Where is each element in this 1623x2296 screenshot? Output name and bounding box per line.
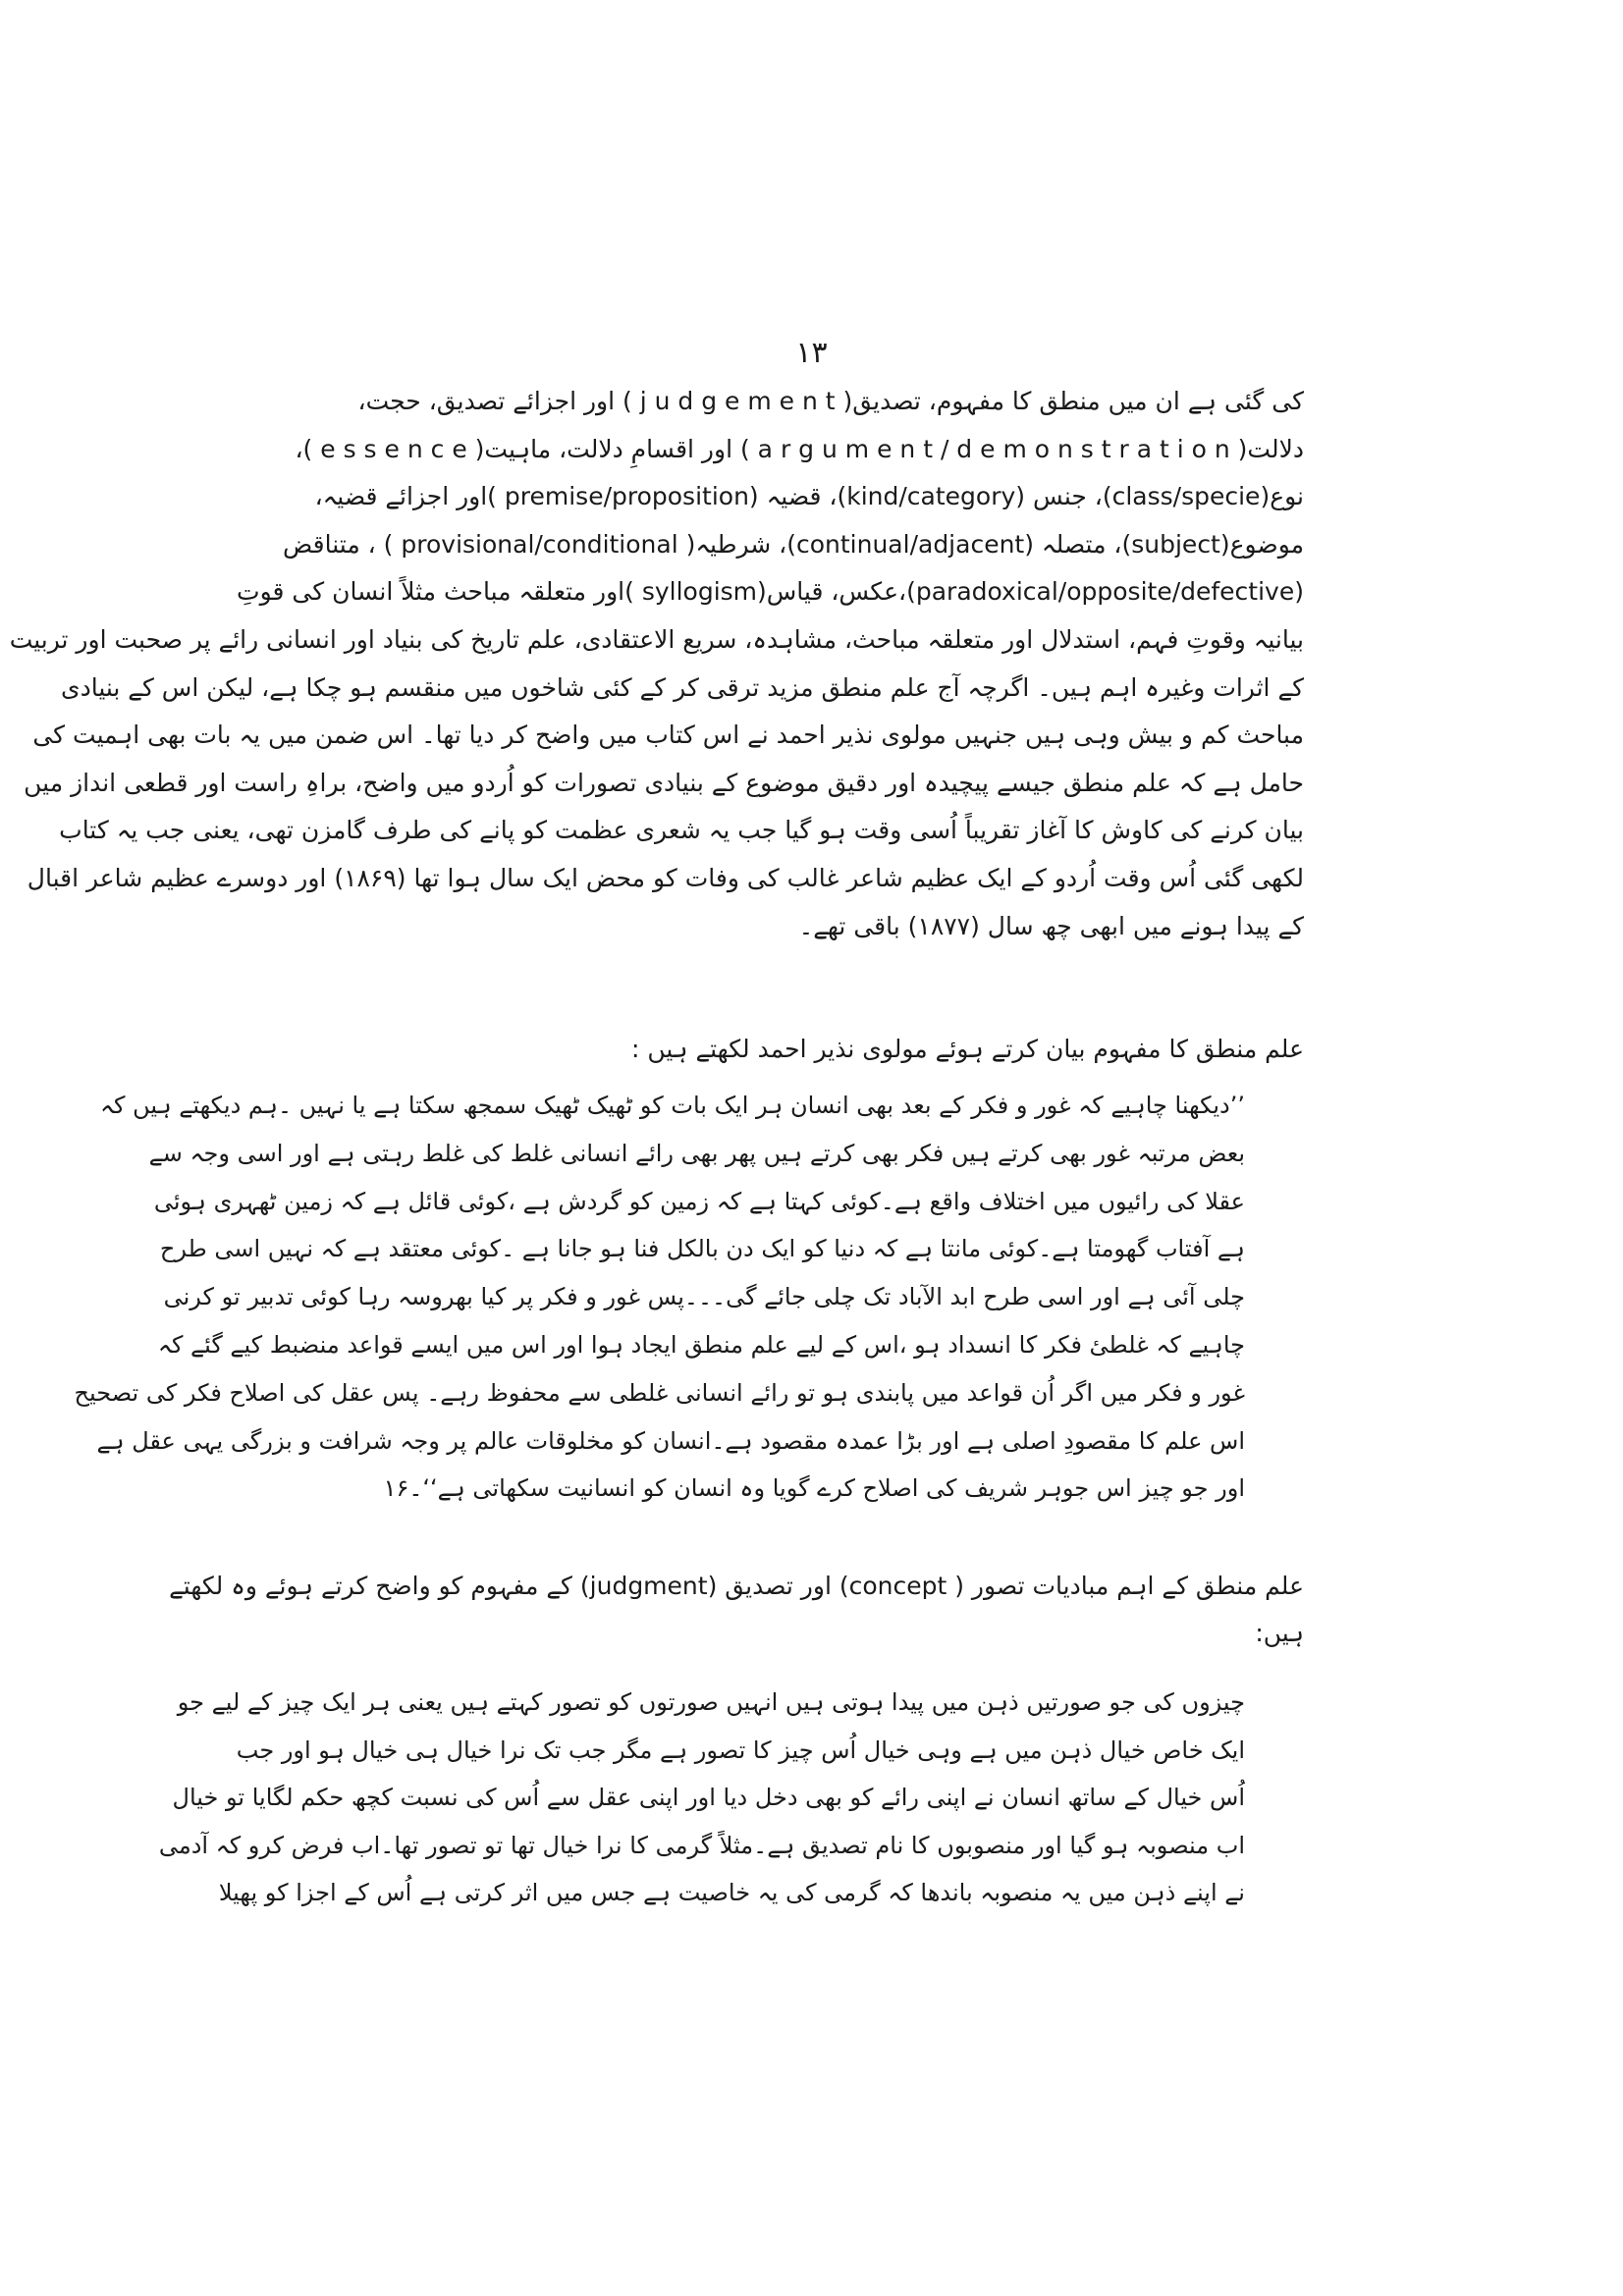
intro-line: علم منطق کے اہم مبادیات تصور ( concept) اور تصدیق (judgment) کے مفہوم کو واضح کرتے ہوئے وہ لکھتے [169,1572,1304,1600]
body-line: نوع(class/specie)، جنس (kind/category)، قضیہ (premise/proposition )اور اجزائے قضیہ، [314,482,1304,511]
body-paragraph [9,378,1304,950]
quote-line: ’’دیکھنا چاہیے کہ غور و فکر کے بعد بھی انسان ہر ایک بات کو ٹھیک ٹھیک سمجھ سکتا ہے یا نہیں ۔ہم دیکھتے ہیں کہ [99,1092,1245,1119]
body-line: کی گئی ہے ان میں منطق کا مفہوم، تصدیق( j u d g e m e n t ) اور اجزائے تصدیق، حجت، [357,387,1304,415]
page-number: ۱۳ [795,336,828,370]
quote-intro-1 [312,1026,1304,1073]
quote-line: اس علم کا مقصودِ اصلی ہے اور بڑا عمدہ مقصود ہے۔انسان کو مخلوقات عالم پر وجہ شرافت و بزرگی یہی عقل ہے [96,1426,1245,1455]
block-quote-1 [74,1082,1245,1513]
body-line: کے اثرات وغیرہ اہم ہیں۔ اگرچہ آج علم منطق مزید ترقی کر کے کئی شاخوں میں منقسم ہو چکا ہے، لیکن اس کے بنیادی [61,672,1304,702]
quote-line: اُس خیال کے ساتھ انسان نے اپنی رائے کو بھی دخل دیا اور اپنی عقل سے اُس کی نسبت کچھ حکم لگایا تو خیال [172,1784,1245,1812]
body-line: (paradoxical/opposite/defective)،عکس، قیاس(syllogism )اور متعلقہ مباحث مثلاً انسان کی قوتِ [237,577,1304,607]
intro-line: ہیں: [1255,1619,1304,1647]
body-line: لکھی گئی اُس وقت اُردو کے ایک عظیم شاعر غالب کی وفات کو محض ایک سال ہوا تھا (۱۸۶۹) اور دوسرے عظیم شاعر اقبال [27,863,1304,892]
quote-line: چیزوں کی جو صورتیں ذہن میں پیدا ہوتی ہیں انہیں صورتوں کو تصور کہتے ہیں یعنی ہر ایک چیز کے لیے جو [177,1688,1245,1716]
body-line: کے پیدا ہونے میں ابھی چھ سال (۱۸۷۷) باقی تھے۔ [798,911,1304,940]
quote-line: غور و فکر میں اگر اُن قواعد میں پابندی ہو تو رائے انسانی غلطی سے محفوظ رہے۔ پس عقل کی اصلاح فکر کی تصحیح [74,1378,1245,1407]
quote-line: ایک خاص خیال ذہن میں ہے وہی خیال اُس چیز کا تصور ہے مگر جب تک نرا خیال ہی خیال ہو اور جب [236,1735,1245,1764]
quote-line: ہے آفتاب گھومتا ہے۔کوئی مانتا ہے کہ دنیا کو ایک دن بالکل فنا ہو جانا ہے ۔کوئی معتقد ہے کہ نہیں اسی طرح [159,1235,1245,1263]
body-line: مباحث کم و بیش وہی ہیں جنہیں مولوی نذیر احمد نے اس کتاب میں واضح کر دیا تھا۔ اس ضمن میں یہ بات بھی اہمیت کی [32,721,1304,750]
quote-intro-2 [169,1563,1304,1657]
body-line: دلالت( a r g u m e n t / d e m o n s t r a t i o n ) اور اقسامِ دلالت، ماہیت( e s s e n c e )، [295,434,1304,463]
body-line: بیانیہ وقوتِ فہم، استدلال اور متعلقہ مباحث، مشاہدہ، سریع الاعتقادی، علم تاریخ کی بنیاد اور انسانی رائے پر صحبت اور تربیت [9,624,1304,654]
quote-line: اب منصوبہ ہو گیا اور منصوبوں کا نام تصدیق ہے۔مثلاً گرمی کا نرا خیال تھا تو تصور تھا۔اب فرض کرو کہ آدمی [158,1831,1245,1859]
quote-line: چاہیے کہ غلطیٔ فکر کا انسداد ہو ،اس کے لیے علم منطق ایجاد ہوا اور اس میں ایسے قواعد منضبط کیے گئے کہ [157,1330,1245,1359]
block-quote-2 [158,1679,1245,1917]
quote-line: عقلا کی رائیوں میں اختلاف واقع ہے۔کوئی کہتا ہے کہ زمین کو گردش ہے ،کوئی قائل ہے کہ زمین ٹھہری ہوئی [153,1187,1245,1215]
body-line: موضوع(subject)، متصلہ (continual/adjacent)، شرطیہ( provisional/conditional ) ، متناقض [283,529,1304,559]
body-line: بیان کرنے کی کاوش کا آغاز تقریباً اُسی وقت ہو گیا جب یہ شعری عظمت کو پانے کی طرف گامزن تھی، یعنی جب یہ کتاب [59,816,1304,845]
quote-line: نے اپنے ذہن میں یہ منصوبہ باندھا کہ گرمی کی یہ خاصیت ہے جس میں اثر کرتی ہے اُس کے اجزا کو پھیلا [218,1879,1245,1907]
quote-line: اور جو چیز اس جوہر شریف کی اصلاح کرے گویا وہ انسان کو انسانیت سکھاتی ہے‘‘۔۱۶ [383,1474,1245,1503]
intro-line: علم منطق کا مفہوم بیان کرتے ہوئے مولوی نذیر احمد لکھتے ہیں : [630,1035,1304,1063]
body-line: حامل ہے کہ علم منطق جیسے پیچیدہ اور دقیق موضوع کے بنیادی تصورات کو اُردو میں واضح، براہِ راست اور قطعی انداز میں [24,768,1304,797]
quote-line: چلی آئی ہے اور اسی طرح ابد الآباد تک چلی جائے گی۔۔۔پس غور و فکر پر کیا بھروسہ رہا کوئی تدبیر تو کرنی [163,1283,1245,1311]
quote-line: بعض مرتبہ غور بھی کرتے ہیں فکر بھی کرتے ہیں پھر بھی رائے انسانی غلط کی غلط رہتی ہے اور اسی وجہ سے [148,1139,1245,1167]
